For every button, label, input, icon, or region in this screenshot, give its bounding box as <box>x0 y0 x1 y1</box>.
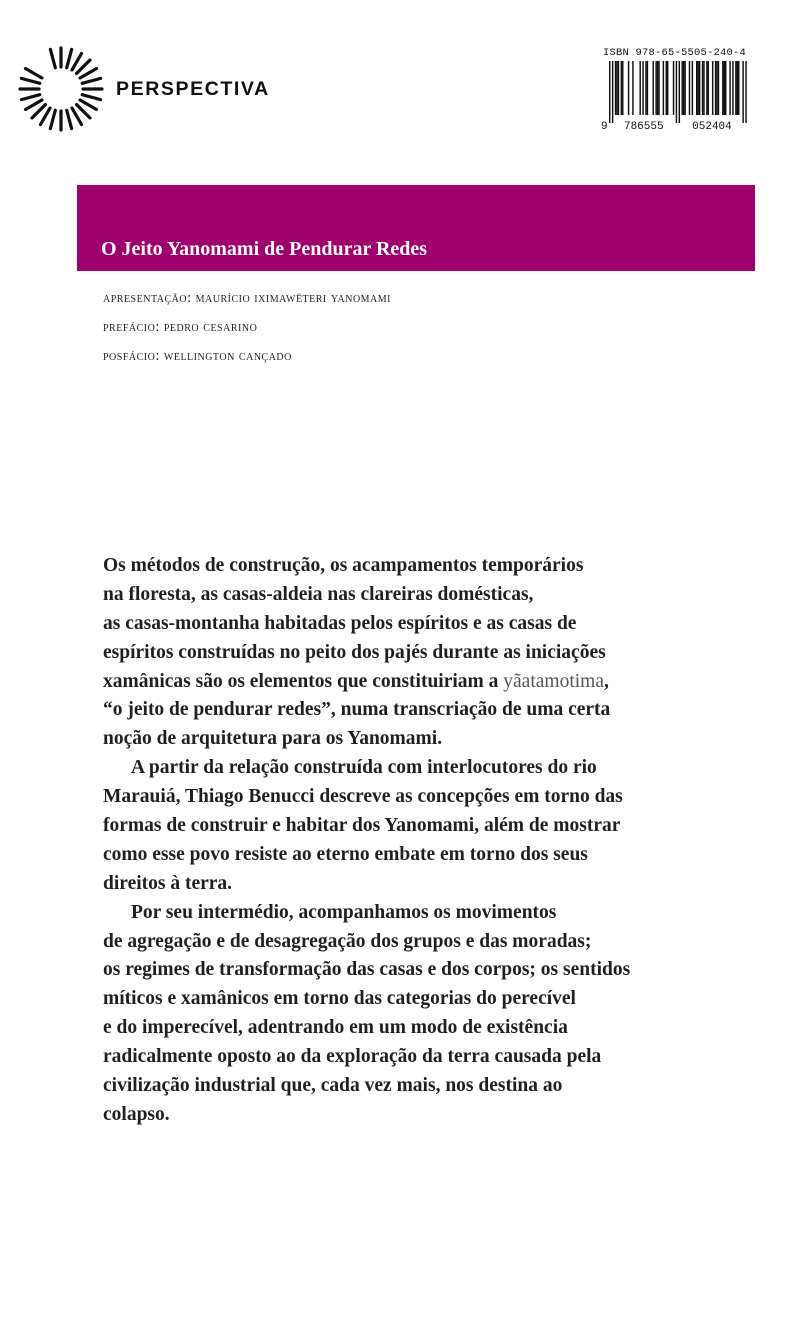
barcode-bar <box>653 61 654 115</box>
text-line: radicalmente oposto ao da exploração da terra causada pela <box>103 1046 602 1068</box>
barcode-bar <box>745 61 746 123</box>
barcode-bar <box>735 61 736 115</box>
barcode-bar <box>666 61 667 115</box>
barcode-bar <box>657 61 658 115</box>
publisher-name: PERSPECTIVA <box>116 78 270 100</box>
credit-role: prefácio: <box>103 319 160 335</box>
barcode-bar <box>708 61 709 115</box>
credit-person: wellington cançado <box>163 348 292 364</box>
text-line <box>103 668 763 697</box>
text-line: na floresta, as casas-aldeia nas clareiras domésticas, <box>103 583 534 605</box>
yanomami-term: yãatamotima <box>503 670 604 692</box>
barcode-bar <box>667 61 668 115</box>
barcode-bar <box>645 61 646 115</box>
blurb-text <box>103 552 763 1130</box>
barcode-bar <box>738 61 739 115</box>
barcode-bar <box>683 61 684 115</box>
barcode-bar <box>697 61 698 115</box>
barcode-bar <box>642 61 643 115</box>
barcode-bar <box>647 61 648 115</box>
book-title: O Jeito Yanomami de Pendurar Redes <box>101 238 428 260</box>
text-line: A partir da relação construída com interlocutores do rio <box>131 757 597 779</box>
text-line: de agregação e de desagregação dos grupos e das moradas; <box>103 930 592 952</box>
text-line: os regimes de transformação das casas e dos corpos; os sentidos <box>103 959 631 981</box>
barcode-bar <box>616 61 617 115</box>
barcode-icon <box>599 61 755 131</box>
credit-person: maurício iximawëteri yanomami <box>195 290 392 306</box>
barcode-bar <box>682 61 683 115</box>
barcode-bar <box>612 61 613 123</box>
barcode-bar <box>729 61 730 115</box>
barcode-bar <box>673 61 674 115</box>
text-line: colapso. <box>103 1103 170 1125</box>
barcode-bar <box>725 61 726 115</box>
title-band <box>77 185 755 271</box>
barcode-bar <box>639 61 640 115</box>
isbn-barcode <box>599 47 755 131</box>
barcode-bar <box>676 61 677 123</box>
barcode-bar <box>742 61 743 123</box>
barcode-bar <box>732 61 733 115</box>
text-segment: , <box>604 670 609 692</box>
credit-person: pedro cesarino <box>163 319 258 335</box>
text-line: civilização industrial que, cada vez mais, nos destina ao <box>103 1075 563 1097</box>
barcode-bar <box>737 61 738 115</box>
credit-preface <box>103 315 391 344</box>
barcode-bar <box>663 61 664 115</box>
text-line: as casas-montanha habitadas pelos espíritos e as casas de <box>103 612 577 634</box>
barcode-bar <box>684 61 685 115</box>
barcode-bar <box>628 61 629 115</box>
credit-presentation <box>103 286 391 315</box>
text-line: míticos e xamânicos em torno das categorias do perecível <box>103 988 576 1010</box>
barcode-bar <box>632 61 633 115</box>
barcode-bar <box>615 61 616 115</box>
barcode-bar <box>609 61 610 123</box>
text-line: direitos à terra. <box>103 872 233 894</box>
barcode-bar <box>716 61 717 115</box>
barcode-bar <box>622 61 623 115</box>
barcode-bar <box>618 61 619 115</box>
paragraph-1 <box>103 552 763 754</box>
barcode-bar <box>703 61 704 115</box>
barcode-digits: 786555 <box>623 121 664 131</box>
credit-role: posfácio: <box>103 348 160 364</box>
barcode-bar <box>718 61 719 115</box>
barcode-bar <box>655 61 656 115</box>
barcode-bar <box>679 61 680 123</box>
barcode-digits: 9 <box>601 121 608 131</box>
isbn-label: ISBN 978-65-5505-240-4 <box>603 47 747 59</box>
text-line: formas de construir e habitar dos Yanomami, além de mostrar <box>103 815 621 837</box>
barcode-bar <box>712 61 713 115</box>
paragraph-2 <box>103 754 763 898</box>
sunburst-logo-icon <box>18 46 104 132</box>
barcode-bar <box>724 61 725 115</box>
barcode-bar <box>706 61 707 115</box>
barcode-digits: 052404 <box>692 121 732 131</box>
credits-list <box>103 286 391 373</box>
barcode-bar <box>692 61 693 115</box>
barcode-bar <box>658 61 659 115</box>
text-line: “o jeito de pendurar redes”, numa transcriação de uma certa <box>103 699 611 721</box>
text-line: espíritos construídas no peito dos pajés durante as iniciações <box>103 641 606 663</box>
credit-role: apresentação: <box>103 290 192 306</box>
barcode-bar <box>722 61 723 115</box>
text-line: Por seu intermédio, acompanhamos os movimentos <box>131 901 557 923</box>
paragraph-3 <box>103 899 763 1130</box>
barcode-bar <box>715 61 716 115</box>
text-line: e do imperecível, adentrando em um modo de existência <box>103 1017 568 1039</box>
text-line: como esse povo resiste ao eterno embate em torno dos seus <box>103 843 588 865</box>
barcode-bar <box>689 61 690 115</box>
barcode-bar <box>696 61 697 115</box>
barcode-bar <box>702 61 703 115</box>
text-line: Os métodos de construção, os acampamentos temporários <box>103 555 584 576</box>
barcode-bar <box>621 61 622 115</box>
text-line: Marauiá, Thiago Benucci descreve as concepções em torno das <box>103 786 623 808</box>
credit-afterword <box>103 344 391 373</box>
text-line: noção de arquitetura para os Yanomami. <box>103 728 443 750</box>
barcode-bar <box>699 61 700 115</box>
text-segment: xamânicas são os elementos que constituiriam a <box>103 670 504 692</box>
